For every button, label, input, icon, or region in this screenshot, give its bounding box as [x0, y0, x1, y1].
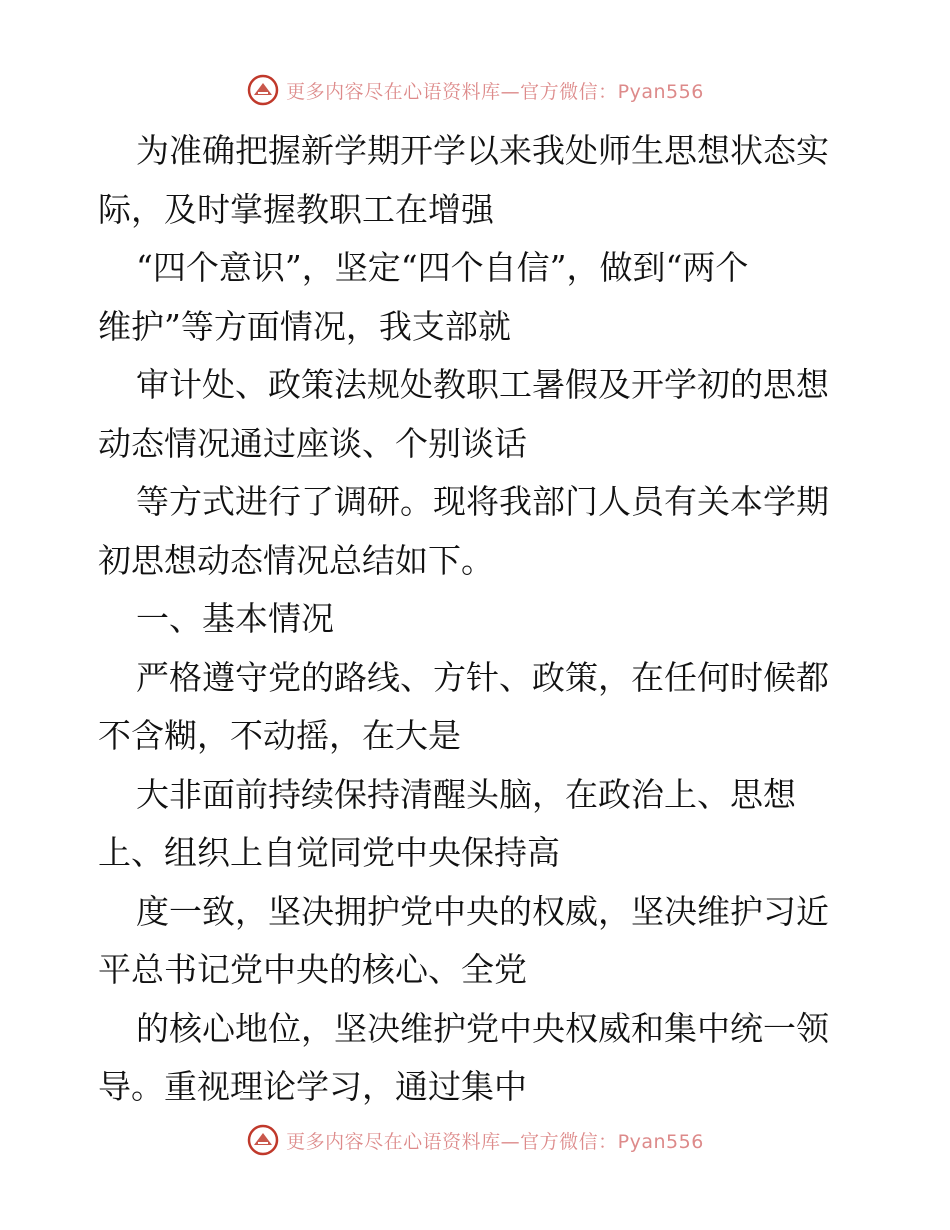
- text-line: 上、组织上自觉同党中央保持高: [98, 833, 560, 872]
- text-line: 严格遵守党的路线、方针、政策，在任何时候都: [136, 657, 829, 697]
- footer-watermark: [0, 1120, 950, 1160]
- logo-icon: [246, 73, 280, 107]
- header-watermark: [0, 70, 950, 110]
- text-line: 度一致，坚决拥护党中央的权威，坚决维护习近: [136, 891, 829, 931]
- text-line: 审计处、政策法规处教职工暑假及开学初的思想: [136, 365, 829, 404]
- watermark-text: 更多内容尽在心语资料库—官方微信：Pyan556: [286, 1130, 704, 1153]
- text-line: “四个意识”，坚定“四个自信”，做到“两个: [136, 248, 749, 287]
- text-line: 动态情况通过座谈、个别谈话: [98, 423, 527, 463]
- logo-icon: [246, 1123, 280, 1157]
- text-line: 导。重视理论学习，通过集中: [98, 1067, 527, 1106]
- text-line: 大非面前持续保持清醒头脑，在政治上、思想: [136, 774, 796, 814]
- text-line: 维护”等方面情况，我支部就: [98, 306, 511, 346]
- text-line: 一、基本情况: [136, 599, 334, 638]
- text-line: 初思想动态情况总结如下。: [98, 540, 494, 580]
- text-line: 的核心地位，坚决维护党中央权威和集中统一领: [136, 1008, 829, 1048]
- watermark-text: 更多内容尽在心语资料库—官方微信：Pyan556: [286, 80, 704, 103]
- text-line: 不含糊，不动摇，在大是: [98, 716, 461, 755]
- document-body: [98, 122, 858, 1117]
- text-line: 际，及时掌握教职工在增强: [98, 189, 494, 229]
- text-line: 为准确把握新学期开学以来我处师生思想状态实: [136, 131, 829, 170]
- text-line: 等方式进行了调研。现将我部门人员有关本学期: [136, 482, 829, 521]
- text-line: 平总书记党中央的核心、全党: [98, 950, 527, 989]
